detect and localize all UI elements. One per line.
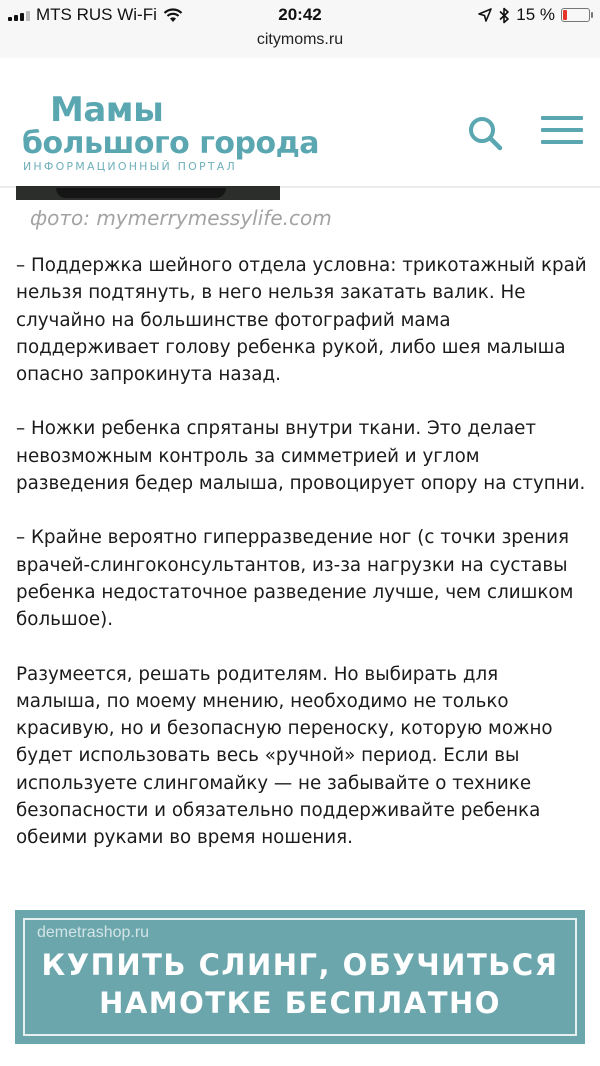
battery-level	[563, 10, 567, 20]
banner-line2: НАМОТКЕ БЕСПЛАТНО	[99, 986, 501, 1020]
status-bar	[0, 0, 600, 30]
article-photo	[16, 186, 280, 200]
system-indicators	[478, 5, 590, 25]
photo-caption: фото: mymerrymessylife.com	[30, 206, 332, 230]
banner-headline	[25, 946, 575, 1022]
menu-icon[interactable]	[541, 116, 583, 148]
banner-frame	[23, 918, 577, 1036]
article-body	[16, 252, 588, 879]
banner-line1: КУПИТЬ СЛИНГ, ОБУЧИТЬСЯ	[41, 948, 559, 982]
logo-title-line1: Мамы	[50, 90, 164, 130]
paragraph-hyperextension: – Крайне вероятно гиперразведение ног (с точки зрения врачей-слингоконсультантов, из-за нагрузки на суставы ребенка недостаточное разведение лучше, чем слишком большое).	[16, 527, 574, 631]
url-text[interactable]: citymoms.ru	[256, 31, 344, 48]
battery-icon	[561, 8, 590, 22]
paragraph-legs-inside: – Ножки ребенка спрятаны внутри ткани. Это делает невозможным контроль за симметрией и углом разведения бедер малыша, провоцирует опору на ступни.	[16, 418, 586, 495]
address-bar[interactable]	[0, 30, 600, 58]
site-header	[0, 58, 600, 188]
logo-tagline: ИНФОРМАЦИОННЫЙ ПОРТАЛ	[23, 160, 237, 173]
ad-banner[interactable]	[15, 910, 585, 1044]
site-logo[interactable]	[22, 92, 319, 174]
banner-domain: demetrashop.ru	[37, 924, 150, 941]
clock: 20:42	[278, 5, 322, 24]
logo-title-line2: большого города	[22, 126, 320, 161]
battery-percent: 15 %	[516, 5, 555, 24]
search-icon[interactable]	[466, 114, 504, 152]
paragraph-conclusion: Разумеется, решать родителям. Но выбирать для малыша, по моему мнению, необходимо не только красивую, но и безопасную переноску, которую можно будет использовать весь «ручной» период. Если вы используете слингомайку — не забывайте о технике безопасности и обязательно поддерживайте ребенка обеими руками во время ношения.	[16, 663, 553, 849]
location-arrow-icon	[478, 8, 492, 22]
bluetooth-icon	[498, 7, 510, 24]
carrier-name: MTS RUS Wi-Fi	[36, 5, 157, 24]
paragraph-neck-support: – Поддержка шейного отдела условна: трикотажный край нельзя подтянуть, в него нельзя закатать валик. Не случайно на большинстве фотографий мама поддерживает голову ребенка рукой, либо шея малыша опасно запрокинута назад.	[16, 255, 587, 386]
